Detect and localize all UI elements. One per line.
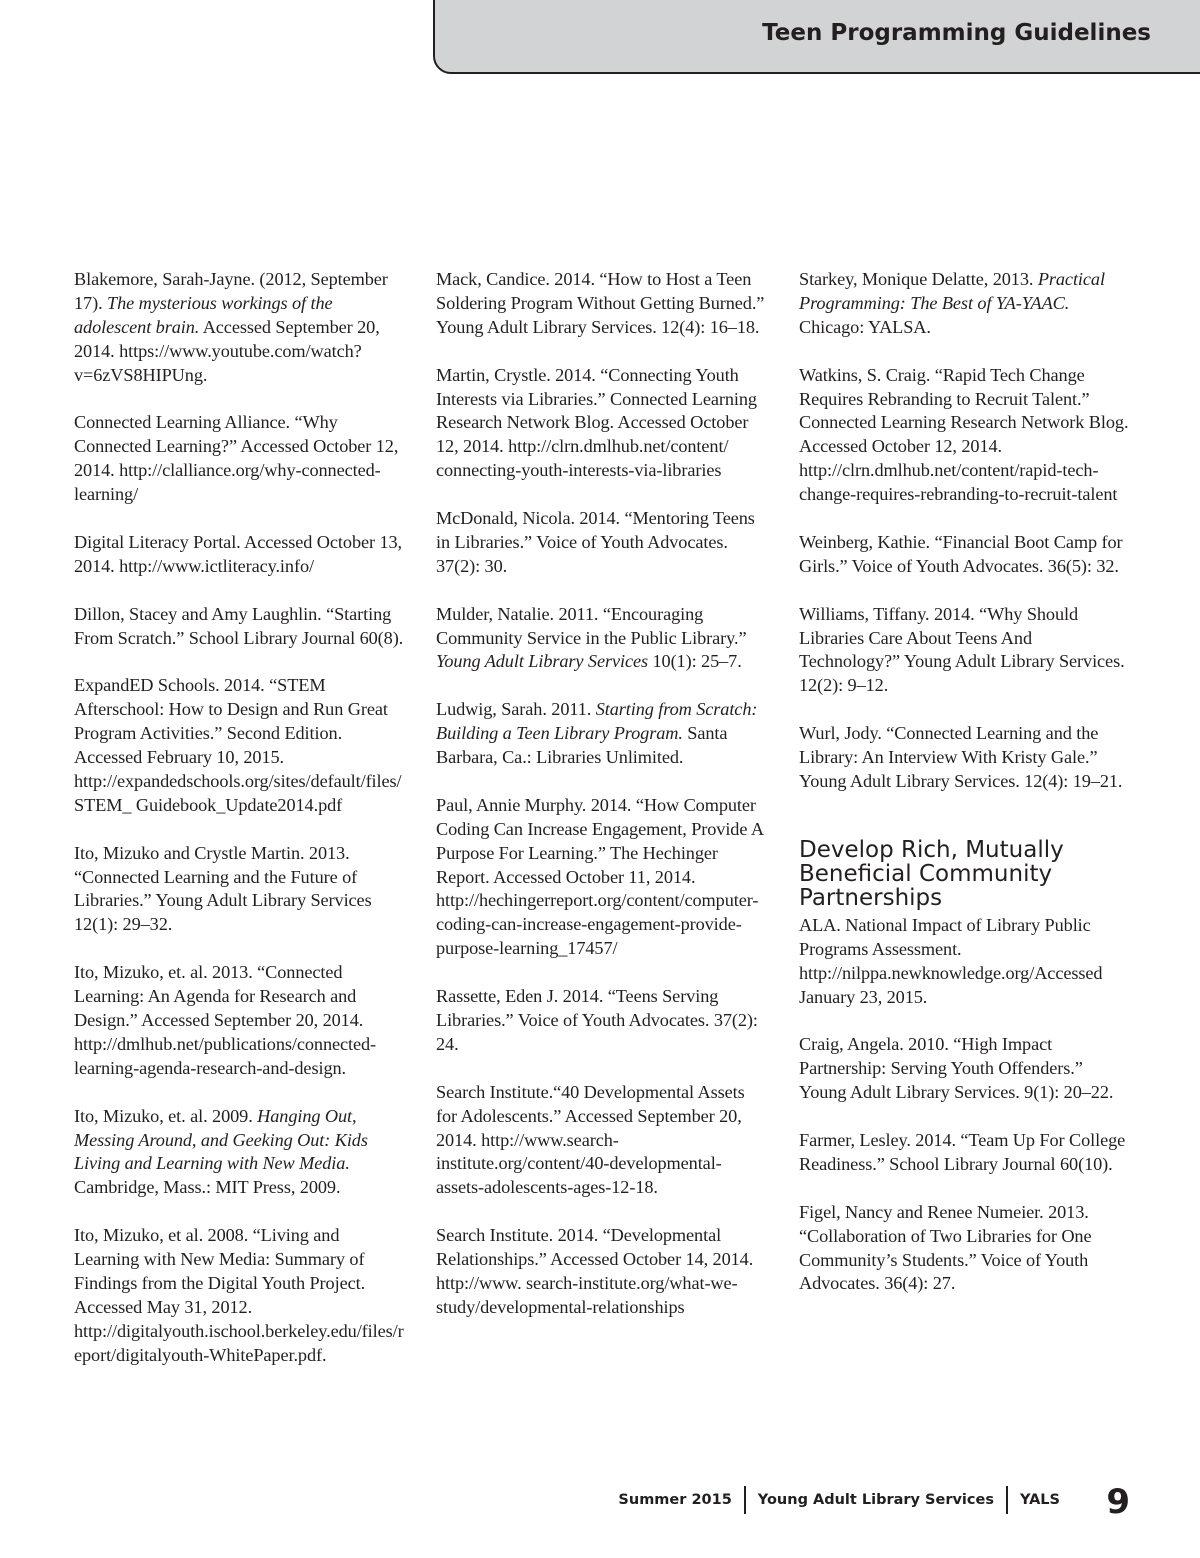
reference-text: Search Institute.“40 Developmental Assets for Adolescents.” Accessed September 20, 2014. http://www.search-institute.org/content/40-developmental-assets-adolescents-ages-12-18. [436,1081,745,1198]
reference-entry [436,698,766,770]
reference-text: Accessed September 20, 2014. https://www.youtube.com/watch?v=6zVS8HIPUng. [74,316,380,385]
footer-separator [744,1486,746,1514]
reference-text: Connected Learning Alliance. “Why Connected Learning?” Accessed October 12, 2014. http://clalliance.org/why-connected-learning/ [74,412,399,505]
running-header-title: Teen Programming Guidelines [762,20,1151,46]
reference-entry [799,914,1129,1010]
reference-text: Ito, Mizuko, et. al. 2009. [74,1105,258,1126]
reference-text: Farmer, Lesley. 2014. “Team Up For College Readiness.” School Library Journal 60(10). [799,1130,1126,1174]
reference-title-italic: Hanging Out, Messing Around, and Geeking Out: Kids Living and Learning with New Media. [74,1105,368,1174]
header-tab [433,0,1200,74]
reference-title-italic: Starting from Scratch: Building a Teen Library Program. [436,699,758,744]
reference-entry [799,531,1129,579]
reference-text: Search Institute. 2014. “Developmental Relationships.” Accessed October 14, 2014. http://www. search-institute.org/what-we-study/developmental-relationships [436,1225,754,1317]
footer-separator [1006,1486,1008,1514]
reference-text: Martin, Crystle. 2014. “Connecting Youth Interests via Libraries.” Connected Learning Research Network Blog. Accessed October 12, 2014. http://clrn.dmlhub.net/content/ connecting-youth-interests-via-libraries [436,364,757,481]
reference-text: Ludwig, Sarah. 2011. [436,699,596,720]
reference-entry [74,1105,404,1201]
reference-text: Figel, Nancy and Renee Numeier. 2013. “Collaboration of Two Libraries for One Community’s Students.” Voice of Youth Advocates. 36(4): 27. [799,1201,1092,1294]
reference-text: ExpandED Schools. 2014. “STEM Afterschool: How to Design and Run Great Program Activities.” Second Edition. Accessed February 10, 2015. http://expandedschools.org/sites/default/files/STEM_ Guidebook_Update2014.pdf [74,675,402,815]
reference-column-2 [436,268,766,1344]
reference-text: Watkins, S. Craig. “Rapid Tech Change Requires Rebranding to Recruit Talent.” Connected Learning Research Network Blog. Accessed October 12, 2014. http://clrn.dmlhub.net/content/rapid-tech-change-requires-rebranding-to-recruit-talent [799,364,1129,505]
reference-text: Weinberg, Kathie. “Financial Boot Camp for Girls.” Voice of Youth Advocates. 36(5): 32. [799,531,1123,576]
reference-text: McDonald, Nicola. 2014. “Mentoring Teens in Libraries.” Voice of Youth Advocates. 37(2): 30. [436,508,755,576]
reference-entry [436,985,766,1057]
reference-entry [436,794,766,961]
reference-title-italic: Practical Programming: The Best of YA-YAAC. [799,269,1105,313]
reference-text: ALA. National Impact of Library Public Programs Assessment. http://nilppa.newknowledge.org/Accessed January 23, 2015. [799,914,1103,1007]
reference-entry [436,507,766,579]
reference-entry [436,364,766,484]
reference-entry [74,674,404,817]
reference-text: Cambridge, Mass.: MIT Press, 2009. [74,1177,341,1198]
reference-column-3 [799,268,1129,1320]
reference-entry [74,961,404,1081]
reference-text: Ito, Mizuko, et al. 2008. “Living and Learning with New Media: Summary of Findings from the Digital Youth Project. Accessed May 31, 2012. http://digitalyouth.ischool.berkeley.edu/files/report/digitalyouth-WhitePaper.pdf. [74,1225,404,1365]
reference-text: Chicago: YALSA. [799,316,931,337]
reference-text: Ito, Mizuko, et. al. 2013. “Connected Learning: An Agenda for Research and Design.” Accessed September 20, 2014. http://dmlhub.net/publications/connected-learning-agenda-research-and-design. [74,962,377,1078]
section-heading: Develop Rich, Mutually Beneficial Community Partnerships [799,836,1064,911]
reference-title-italic: Young Adult Library Services [436,651,649,672]
reference-entry [436,268,766,340]
reference-text: Dillon, Stacey and Amy Laughlin. “Starting From Scratch.” School Library Journal 60(8). [74,603,404,648]
reference-text: Mulder, Natalie. 2011. “Encouraging Community Service in the Public Library.” [436,603,747,648]
reference-title-italic: The mysterious workings of the adolescent brain. [74,292,333,337]
reference-text: 10(1): 25–7. [648,651,742,672]
reference-column-1 [74,268,404,1391]
reference-entry [799,1033,1129,1105]
reference-text: Blakemore, Sarah-Jayne. (2012, September 17). [74,269,388,313]
reference-entry [74,268,404,388]
reference-text: Craig, Angela. 2010. “High Impact Partnership: Serving Youth Offenders.” Young Adult Library Services. 9(1): 20–22. [799,1034,1114,1103]
reference-text: Santa Barbara, Ca.: Libraries Unlimited. [436,723,728,768]
page-number: 9 [1106,1482,1130,1522]
reference-entry [799,1201,1129,1297]
reference-text: Rassette, Eden J. 2014. “Teens Serving Libraries.” Voice of Youth Advocates. 37(2): 24. [436,986,758,1054]
reference-entry [436,1081,766,1201]
reference-text: Wurl, Jody. “Connected Learning and the Library: An Interview With Kristy Gale.” Young Adult Library Services. 12(4): 19–21. [799,723,1123,791]
reference-entry [436,603,766,675]
footer-issue: Summer 2015 [618,1492,732,1508]
reference-entry [74,531,404,579]
reference-entry [799,268,1129,340]
reference-entry [74,603,404,651]
reference-entry [436,1224,766,1320]
reference-text: Starkey, Monique Delatte, 2013. [799,269,1038,289]
reference-entry [799,603,1129,699]
reference-text: Ito, Mizuko and Crystle Martin. 2013. “Connected Learning and the Future of Libraries.” Young Adult Library Services 12(1): 29–32. [74,842,372,935]
reference-text: Williams, Tiffany. 2014. “Why Should Libraries Care About Teens And Technology?” Young Adult Library Services. 12(2): 9–12. [799,603,1125,696]
reference-entry [799,1129,1129,1177]
reference-text: Paul, Annie Murphy. 2014. “How Computer Coding Can Increase Engagement, Provide A Purpose For Learning.” The Hechinger Report. Accessed October 11, 2014. http://hechingerreport.org/content/computer-coding-can-increase-engagement-provide-purpose-learning_17457/ [436,794,763,959]
reference-entry [74,411,404,507]
reference-text: Mack, Candice. 2014. “How to Host a Teen Soldering Program Without Getting Burned.” Young Adult Library Services. 12(4): 16–18. [436,269,765,337]
footer [618,1486,1060,1514]
reference-entry [799,364,1129,507]
footer-journal: Young Adult Library Services [757,1492,994,1508]
reference-text: Digital Literacy Portal. Accessed October 13, 2014. http://www.ictliteracy.info/ [74,531,403,576]
reference-entry [74,1224,404,1367]
reference-entry [799,722,1129,794]
reference-entry [74,842,404,938]
footer-abbr: YALS [1019,1492,1060,1508]
